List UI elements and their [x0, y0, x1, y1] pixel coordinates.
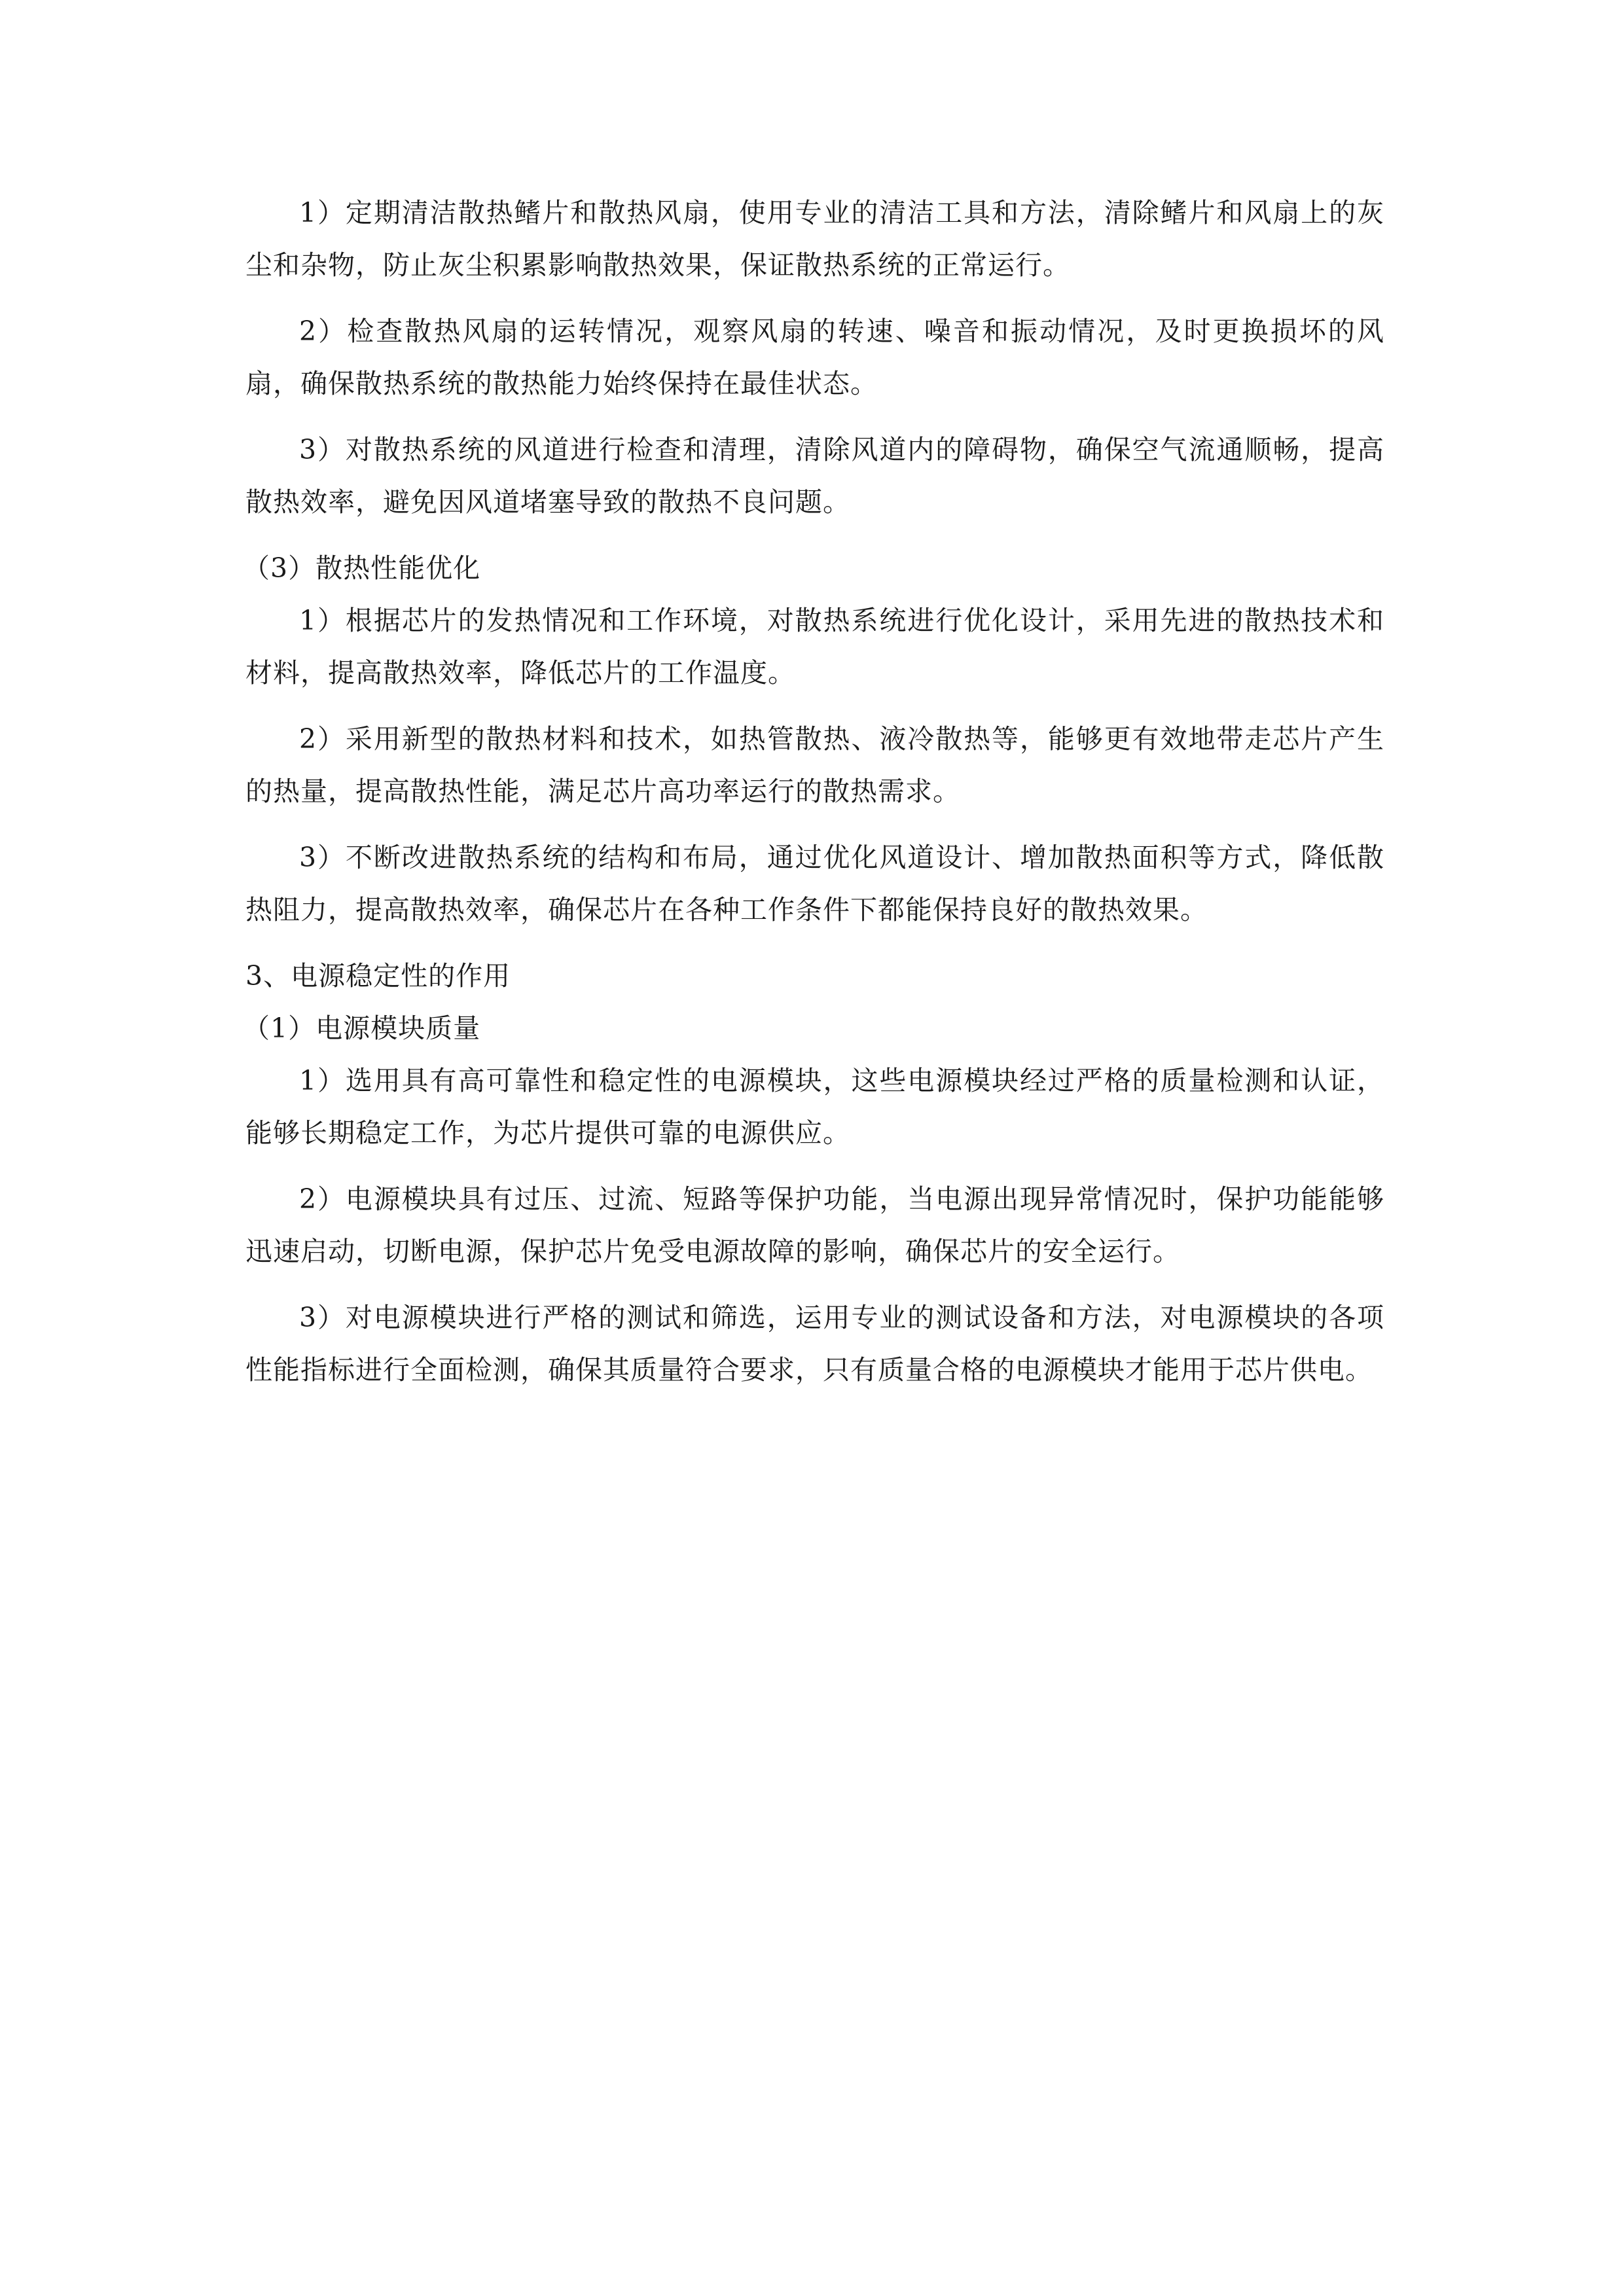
paragraph-module-testing: 3）对电源模块进行严格的测试和筛选，运用专业的测试设备和方法，对电源模块的各项性能指标进行全面检测，确保其质量符合要求，只有质量合格的电源模块才能用于芯片供电。	[245, 1302, 1384, 1386]
section-heading-power-module-quality: （1）电源模块质量	[243, 1013, 481, 1044]
paragraph-module-selection: 1）选用具有高可靠性和稳定性的电源模块，这些电源模块经过严格的质量检测和认证，能够长期稳定工作，为芯片提供可靠的电源供应。	[245, 1065, 1384, 1149]
paragraph-new-materials: 2）采用新型的散热材料和技术，如热管散热、液冷散热等，能够更有效地带走芯片产生的热量，提高散热性能，满足芯片高功率运行的散热需求。	[245, 723, 1384, 807]
section-heading-cooling-optimization: （3）散热性能优化	[243, 552, 481, 584]
paragraph-fin-cleaning: 1）定期清洁散热鳍片和散热风扇，使用专业的清洁工具和方法，清除鳍片和风扇上的灰尘和杂物，防止灰尘积累影响散热效果，保证散热系统的正常运行。	[245, 197, 1384, 281]
paragraph-structure-improvement: 3）不断改进散热系统的结构和布局，通过优化风道设计、增加散热面积等方式，降低散热阻力，提高散热效率，确保芯片在各种工作条件下都能保持良好的散热效果。	[245, 842, 1384, 925]
document-body	[245, 187, 1384, 1410]
section-heading-power-stability: 3、电源稳定性的作用	[245, 960, 511, 992]
paragraph-optimized-design: 1）根据芯片的发热情况和工作环境，对散热系统进行优化设计，采用先进的散热技术和材料，提高散热效率，降低芯片的工作温度。	[245, 605, 1384, 689]
paragraph-airway-cleaning: 3）对散热系统的风道进行检查和清理，清除风道内的障碍物，确保空气流通顺畅，提高散热效率，避免因风道堵塞导致的散热不良问题。	[245, 434, 1384, 518]
paragraph-protection-functions: 2）电源模块具有过压、过流、短路等保护功能，当电源出现异常情况时，保护功能能够迅速启动，切断电源，保护芯片免受电源故障的影响，确保芯片的安全运行。	[245, 1183, 1384, 1267]
paragraph-fan-inspection: 2）检查散热风扇的运转情况，观察风扇的转速、噪音和振动情况，及时更换损坏的风扇，确保散热系统的散热能力始终保持在最佳状态。	[245, 315, 1384, 399]
